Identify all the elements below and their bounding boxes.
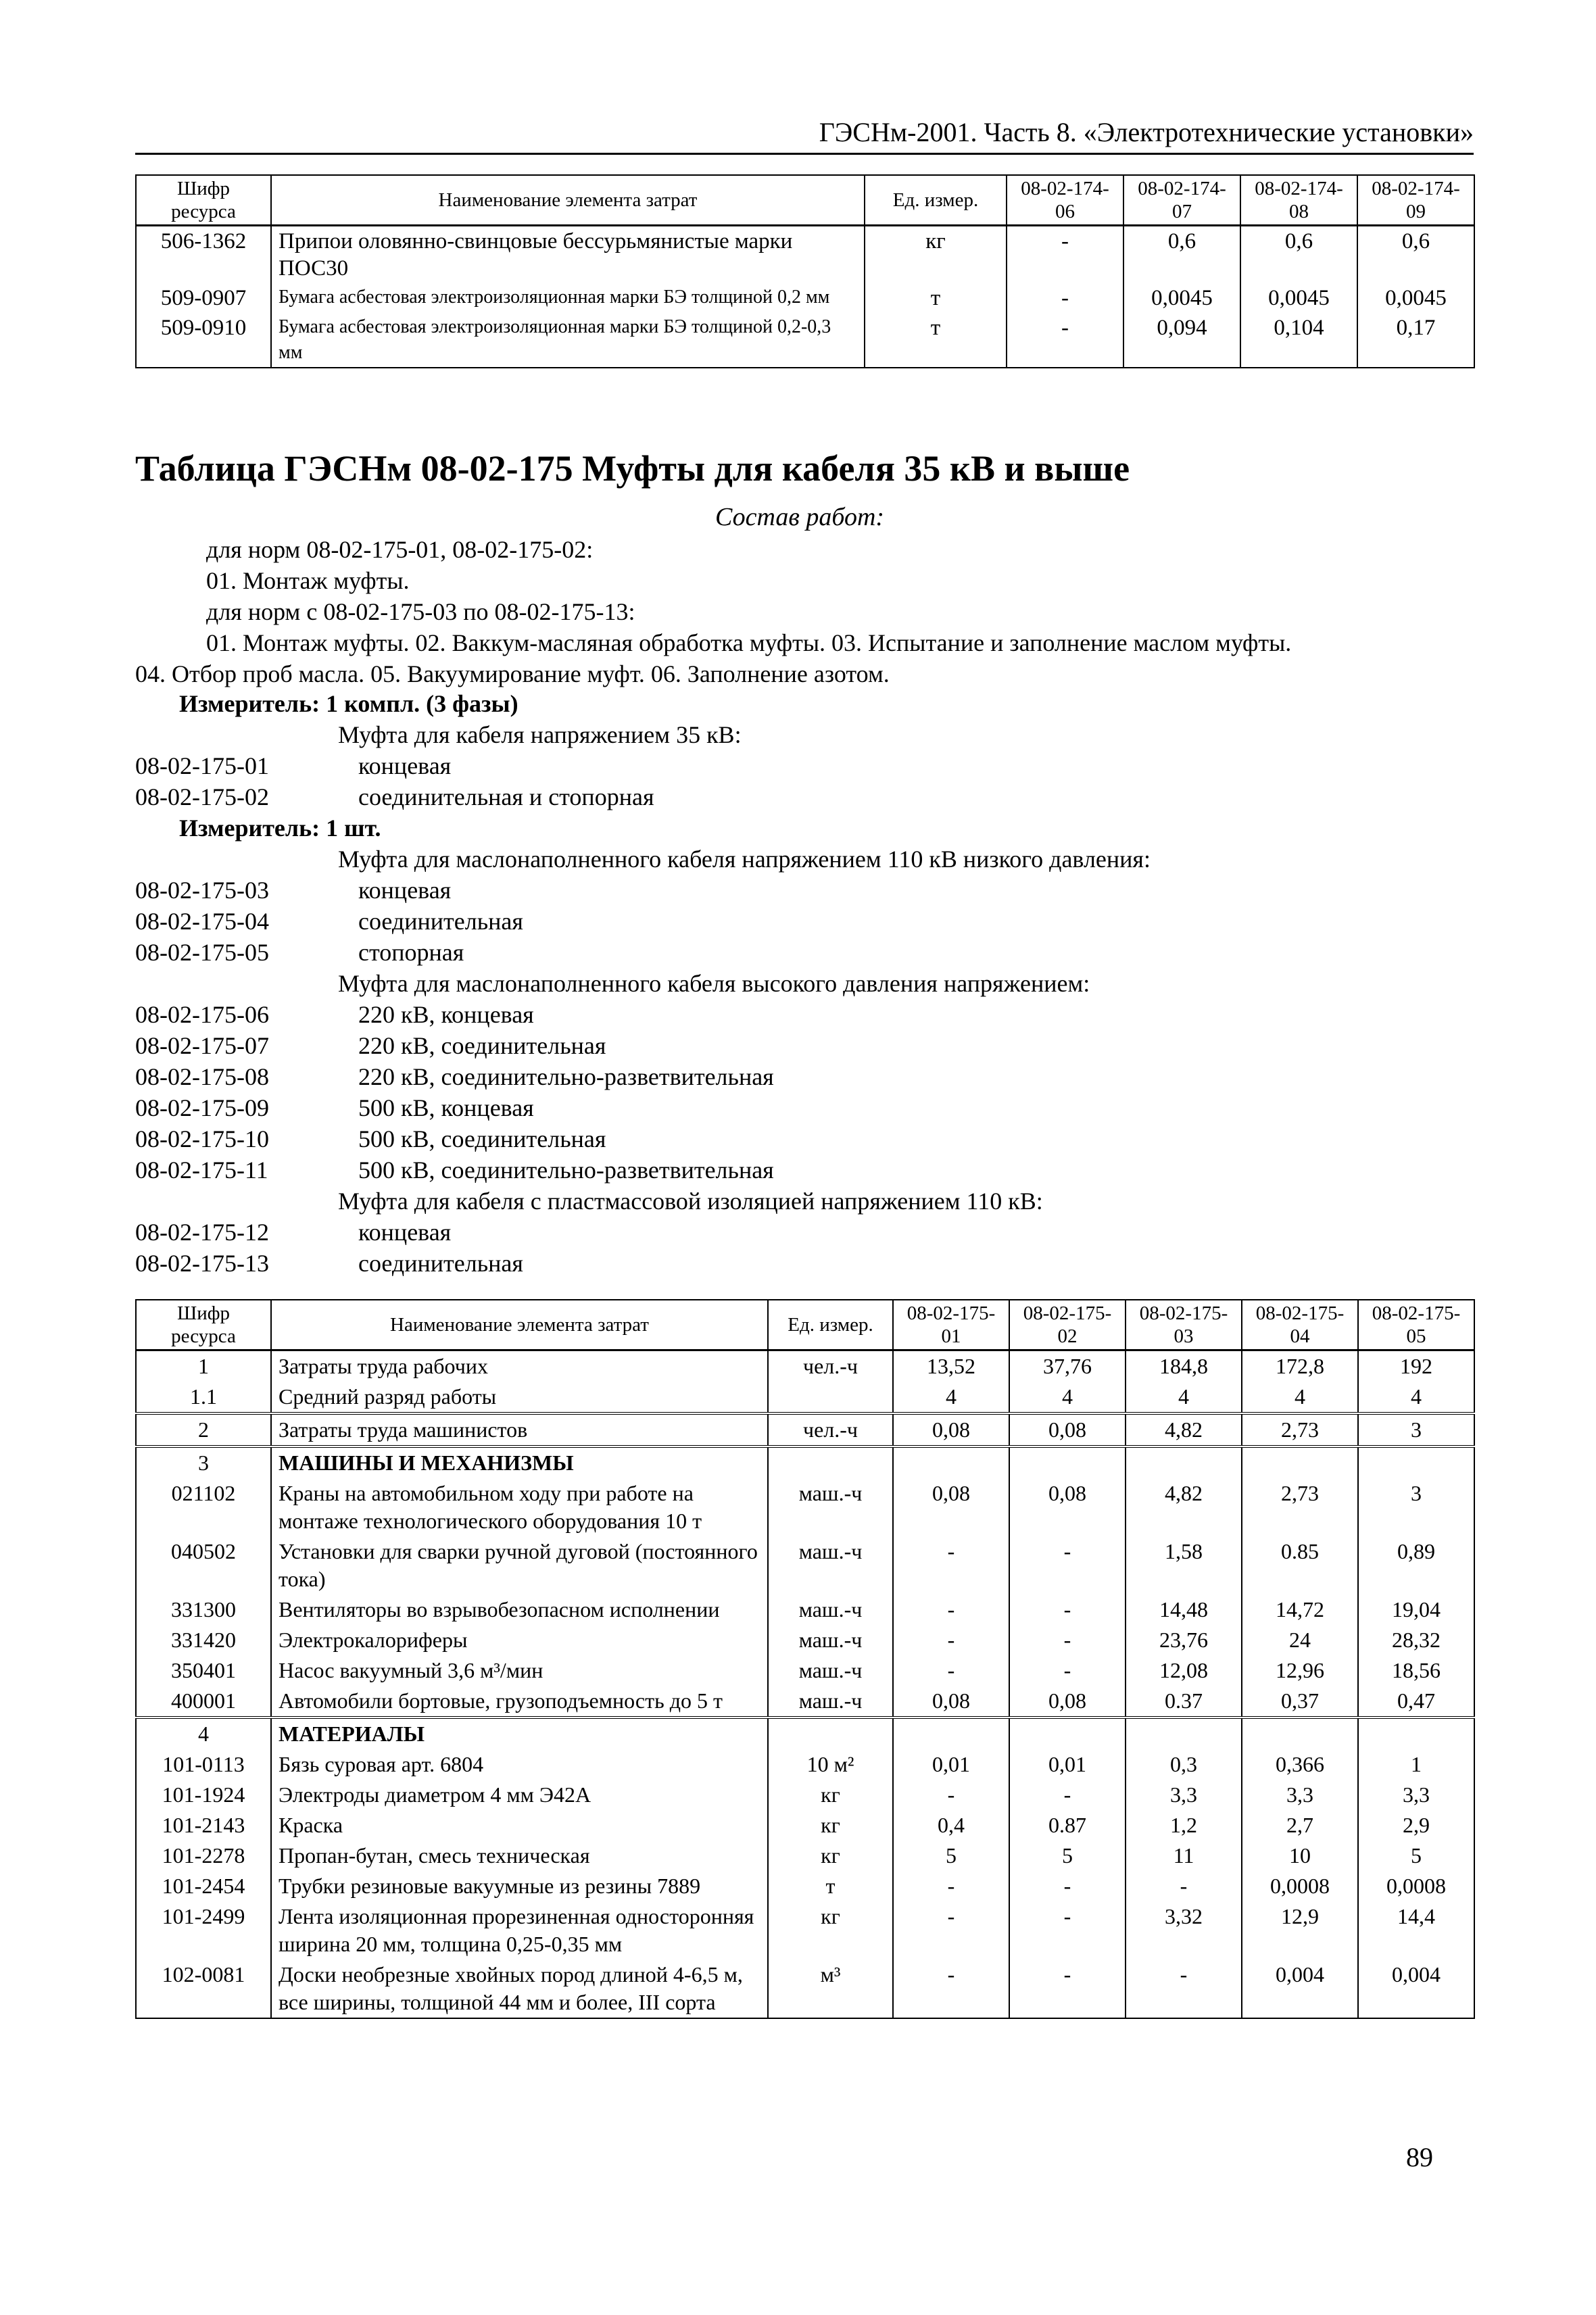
- cell-value: 5: [1009, 1841, 1126, 1871]
- cell-value: 19,04: [1358, 1594, 1474, 1625]
- cell-value: -: [893, 1780, 1009, 1810]
- cell-code: 101-1924: [136, 1780, 271, 1810]
- cell-value: -: [893, 1959, 1009, 2018]
- cell-value: 2,73: [1242, 1413, 1358, 1446]
- norm-code: 08-02-175-05: [135, 939, 269, 966]
- cell-value: 0.87: [1009, 1810, 1126, 1841]
- cell-value: [1358, 1446, 1474, 1478]
- cell-code: 2: [136, 1413, 271, 1446]
- list-item: [135, 1217, 1480, 1248]
- work-line: для норм с 08-02-175-03 по 08-02-175-13:: [206, 598, 635, 625]
- cell-value: 4: [1126, 1382, 1242, 1413]
- cell-value: 172,8: [1242, 1350, 1358, 1382]
- cell-value: 0,0045: [1357, 283, 1474, 313]
- cell-value: 3,3: [1126, 1780, 1242, 1810]
- cell-value: 12,96: [1242, 1655, 1358, 1686]
- cell-name: МАШИНЫ И МЕХАНИЗМЫ: [271, 1446, 768, 1478]
- cell-value: -: [893, 1901, 1009, 1959]
- cell-value: 3,3: [1358, 1780, 1474, 1810]
- cell-value: 192: [1358, 1350, 1474, 1382]
- norm-code: 08-02-175-10: [135, 1125, 269, 1152]
- cell-value: -: [1009, 1625, 1126, 1655]
- cell-code: 331420: [136, 1625, 271, 1655]
- cell-value: 2,73: [1242, 1478, 1358, 1536]
- cell-value: 4: [893, 1382, 1009, 1413]
- norm-code: 08-02-175-11: [135, 1156, 268, 1184]
- cell-value: 1: [1358, 1749, 1474, 1780]
- cell-name: Установки для сварки ручной дуговой (постоянного тока): [271, 1536, 768, 1594]
- norm-desc: 500 кВ, концевая: [358, 1094, 534, 1121]
- norm-code: 08-02-175-13: [135, 1250, 269, 1277]
- list-item: [135, 1030, 1480, 1061]
- cell-value: [1358, 1717, 1474, 1749]
- cell-unit: т: [865, 313, 1007, 368]
- section-title: Таблица ГЭСНм 08-02-175 Муфты для кабеля 35 кВ и выше: [135, 448, 1130, 489]
- header-col-175-05: 08-02-175-05: [1358, 1300, 1474, 1350]
- cell-code: 101-0113: [136, 1749, 271, 1780]
- cell-value: 0,08: [1009, 1413, 1126, 1446]
- cell-value: 0,4: [893, 1810, 1009, 1841]
- cell-value: 3,32: [1126, 1901, 1242, 1959]
- cell-value: 0,0045: [1123, 283, 1240, 313]
- cell-value: 10: [1242, 1841, 1358, 1871]
- cell-code: 4: [136, 1717, 271, 1749]
- cell-value: -: [1009, 1901, 1126, 1959]
- cell-name: Средний разряд работы: [271, 1382, 768, 1413]
- table-row: [136, 1901, 1474, 1959]
- table-row: [136, 1655, 1474, 1686]
- work-line: 04. Отбор проб масла. 05. Вакуумирование муфт. 06. Заполнение азотом.: [135, 660, 890, 687]
- cell-unit: чел.-ч: [768, 1413, 893, 1446]
- group-heading: Муфта для маслонаполненного кабеля напряжением 110 кВ низкого давления:: [338, 846, 1151, 873]
- cell-value: 2,9: [1358, 1810, 1474, 1841]
- cell-code: 509-0907: [136, 283, 271, 313]
- cell-value: 3: [1358, 1478, 1474, 1536]
- table-row: [136, 1717, 1474, 1749]
- header-col-175-04: 08-02-175-04: [1242, 1300, 1358, 1350]
- header-col-174-08: 08-02-174-08: [1240, 175, 1357, 226]
- cell-value: 28,32: [1358, 1625, 1474, 1655]
- header-col-174-06: 08-02-174-06: [1007, 175, 1123, 226]
- norm-desc: 220 кВ, соединительно-разветвительная: [358, 1063, 774, 1090]
- group-heading: Муфта для кабеля напряжением 35 кВ:: [338, 721, 742, 748]
- norm-desc: концевая: [358, 877, 452, 904]
- cell-unit: [768, 1382, 893, 1413]
- cell-value: 0,08: [1009, 1478, 1126, 1536]
- cell-value: 0,6: [1123, 226, 1240, 284]
- header-code: Шифр ресурса: [136, 1300, 271, 1350]
- cell-code: 506-1362: [136, 226, 271, 284]
- cell-code: 040502: [136, 1536, 271, 1594]
- table-row: [136, 1413, 1474, 1446]
- cell-value: [1126, 1446, 1242, 1478]
- cell-value: 0,01: [893, 1749, 1009, 1780]
- cell-name: Пропан-бутан, смесь техническая: [271, 1841, 768, 1871]
- norm-code: 08-02-175-06: [135, 1001, 269, 1028]
- cell-name: Вентиляторы во взрывобезопасном исполнении: [271, 1594, 768, 1625]
- table-row: [136, 1625, 1474, 1655]
- work-line: 01. Монтаж муфты.: [206, 567, 410, 594]
- cell-unit: т: [768, 1871, 893, 1901]
- cell-code: 101-2499: [136, 1901, 271, 1959]
- cell-unit: кг: [768, 1810, 893, 1841]
- cell-value: 0,08: [893, 1686, 1009, 1717]
- list-item: [135, 1154, 1480, 1186]
- norm-desc: 500 кВ, соединительная: [358, 1125, 606, 1152]
- group-heading: Муфта для кабеля с пластмассовой изоляцией напряжением 110 кВ:: [338, 1188, 1043, 1215]
- norm-code: 08-02-175-02: [135, 783, 269, 810]
- list-item: [135, 1248, 1480, 1279]
- norm-desc: концевая: [358, 752, 452, 779]
- cell-value: 2,7: [1242, 1810, 1358, 1841]
- norm-code: 08-02-175-08: [135, 1063, 269, 1090]
- cell-unit: маш.-ч: [768, 1594, 893, 1625]
- cell-value: 11: [1126, 1841, 1242, 1871]
- cell-name: Трубки резиновые вакуумные из резины 7889: [271, 1871, 768, 1901]
- list-item: [135, 1092, 1480, 1123]
- norm-desc: концевая: [358, 1219, 452, 1246]
- cell-value: 0,01: [1009, 1749, 1126, 1780]
- cell-value: 5: [1358, 1841, 1474, 1871]
- cell-unit: кг: [768, 1841, 893, 1871]
- cell-name: Припои оловянно-свинцовые бессурьмянистые марки ПОС30: [271, 226, 865, 284]
- cell-value: 0,17: [1357, 313, 1474, 368]
- cell-value: [1242, 1446, 1358, 1478]
- header-col-175-02: 08-02-175-02: [1009, 1300, 1126, 1350]
- norm-desc: 220 кВ, соединительная: [358, 1032, 606, 1059]
- cell-code: 101-2454: [136, 1871, 271, 1901]
- cell-unit: маш.-ч: [768, 1478, 893, 1536]
- cell-code: 1: [136, 1350, 271, 1382]
- cell-value: 0,08: [893, 1413, 1009, 1446]
- header-name: Наименование элемента затрат: [271, 1300, 768, 1350]
- cell-value: [893, 1717, 1009, 1749]
- table-row: [136, 1749, 1474, 1780]
- table-row: [136, 283, 1474, 313]
- table-row: [136, 313, 1474, 368]
- header-unit: Ед. измер.: [768, 1300, 893, 1350]
- table-row: [136, 1446, 1474, 1478]
- cell-name: Затраты труда рабочих: [271, 1350, 768, 1382]
- cell-code: 101-2278: [136, 1841, 271, 1871]
- table-body: [136, 1350, 1474, 2019]
- norm-code: 08-02-175-01: [135, 752, 269, 779]
- cell-value: 4: [1242, 1382, 1358, 1413]
- cell-value: 0,0008: [1358, 1871, 1474, 1901]
- cell-value: 4: [1358, 1382, 1474, 1413]
- cell-value: -: [893, 1625, 1009, 1655]
- cell-value: 184,8: [1126, 1350, 1242, 1382]
- page-number: 89: [1406, 2142, 1433, 2172]
- cell-value: 1,58: [1126, 1536, 1242, 1594]
- norm-desc: 220 кВ, концевая: [358, 1001, 534, 1028]
- list-item: [135, 875, 1480, 906]
- table-row: [136, 1350, 1474, 1382]
- running-header: ГЭСНм-2001. Часть 8. «Электротехнические установки»: [135, 116, 1474, 155]
- cell-value: -: [1007, 313, 1123, 368]
- list-item: [135, 906, 1480, 937]
- cell-value: 4: [1009, 1382, 1126, 1413]
- cell-unit: маш.-ч: [768, 1686, 893, 1717]
- table-row: [136, 1871, 1474, 1901]
- cell-code: 101-2143: [136, 1810, 271, 1841]
- cell-unit: 10 м²: [768, 1749, 893, 1780]
- cell-value: 1,2: [1126, 1810, 1242, 1841]
- table-row: [136, 1594, 1474, 1625]
- list-item: [135, 1123, 1480, 1154]
- cell-unit: т: [865, 283, 1007, 313]
- cell-value: 0,0045: [1240, 283, 1357, 313]
- header-col-174-09: 08-02-174-09: [1357, 175, 1474, 226]
- measure-unit-line: Измеритель: 1 шт.: [179, 814, 381, 842]
- cell-name: Бумага асбестовая электроизоляционная марки БЭ толщиной 0,2 мм: [271, 283, 865, 313]
- cell-name: Бумага асбестовая электроизоляционная марки БЭ толщиной 0,2-0,3 мм: [271, 313, 865, 368]
- cell-name: Лента изоляционная прорезиненная односторонняя ширина 20 мм, толщина 0,25-0,35 мм: [271, 1901, 768, 1959]
- cell-unit: кг: [768, 1780, 893, 1810]
- cell-value: 14,4: [1358, 1901, 1474, 1959]
- cell-value: [1126, 1717, 1242, 1749]
- cell-unit: маш.-ч: [768, 1536, 893, 1594]
- cell-value: 0,37: [1242, 1686, 1358, 1717]
- cell-code: 1.1: [136, 1382, 271, 1413]
- list-item: [135, 999, 1480, 1030]
- cell-value: 0,08: [1009, 1686, 1126, 1717]
- cell-name: Краны на автомобильном ходу при работе на монтаже технологического оборудования 10 т: [271, 1478, 768, 1536]
- cell-name: Электрокалориферы: [271, 1625, 768, 1655]
- table-row: [136, 1478, 1474, 1536]
- cell-value: 13,52: [893, 1350, 1009, 1382]
- work-composition: [135, 534, 1480, 689]
- cell-value: 24: [1242, 1625, 1358, 1655]
- cell-value: [1009, 1446, 1126, 1478]
- table-row: [136, 1810, 1474, 1841]
- norm-desc: стопорная: [358, 939, 464, 966]
- cell-value: 0,3: [1126, 1749, 1242, 1780]
- norm-code: 08-02-175-03: [135, 877, 269, 904]
- work-line: для норм 08-02-175-01, 08-02-175-02:: [206, 536, 594, 563]
- cell-unit: кг: [768, 1901, 893, 1959]
- header-col-175-01: 08-02-175-01: [893, 1300, 1009, 1350]
- cell-value: 0.85: [1242, 1536, 1358, 1594]
- cell-value: [1009, 1717, 1126, 1749]
- cell-unit: кг: [865, 226, 1007, 284]
- header-name: Наименование элемента затрат: [271, 175, 865, 226]
- table-row: [136, 1841, 1474, 1871]
- table-row: [136, 1780, 1474, 1810]
- cell-value: 14,48: [1126, 1594, 1242, 1625]
- table-header-row: [136, 1300, 1474, 1350]
- cell-value: 18,56: [1358, 1655, 1474, 1686]
- cell-code: 350401: [136, 1655, 271, 1686]
- cell-value: 0,08: [893, 1478, 1009, 1536]
- cell-unit: маш.-ч: [768, 1625, 893, 1655]
- list-item: [135, 750, 1480, 781]
- cell-name: МАТЕРИАЛЫ: [271, 1717, 768, 1749]
- cell-value: 0,004: [1358, 1959, 1474, 2018]
- work-line: 01. Монтаж муфты. 02. Ваккум-масляная обработка муфты. 03. Испытание и заполнение маслом муфты.: [206, 629, 1292, 656]
- cell-value: -: [1009, 1780, 1126, 1810]
- cell-value: 5: [893, 1841, 1009, 1871]
- cell-code: 400001: [136, 1686, 271, 1717]
- cell-value: 0,0008: [1242, 1871, 1358, 1901]
- cell-value: 3,3: [1242, 1780, 1358, 1810]
- cell-code: 102-0081: [136, 1959, 271, 2018]
- cell-value: 0,366: [1242, 1749, 1358, 1780]
- cell-name: Краска: [271, 1810, 768, 1841]
- list-item: [135, 937, 1480, 968]
- norm-code: 08-02-175-04: [135, 908, 269, 935]
- composition-label: Состав работ:: [715, 503, 885, 531]
- header-unit: Ед. измер.: [865, 175, 1007, 226]
- list-item: [135, 781, 1480, 812]
- cell-value: -: [1009, 1655, 1126, 1686]
- norm-code: 08-02-175-09: [135, 1094, 269, 1121]
- cell-value: 0,47: [1358, 1686, 1474, 1717]
- cell-value: 23,76: [1126, 1625, 1242, 1655]
- cell-name: Затраты труда машинистов: [271, 1413, 768, 1446]
- cell-value: 0,89: [1358, 1536, 1474, 1594]
- cell-unit: [768, 1717, 893, 1749]
- cell-value: 0,104: [1240, 313, 1357, 368]
- cell-value: -: [1009, 1536, 1126, 1594]
- table-header-row: [136, 175, 1474, 226]
- norm-desc: соединительная: [358, 908, 523, 935]
- cell-name: Доски необрезные хвойных пород длиной 4-6,5 м, все ширины, толщиной 44 мм и более, III сорта: [271, 1959, 768, 2018]
- cell-code: 331300: [136, 1594, 271, 1625]
- table-row: [136, 1536, 1474, 1594]
- cell-unit: [768, 1446, 893, 1478]
- cell-value: -: [893, 1655, 1009, 1686]
- resource-table-174: [135, 174, 1475, 368]
- cell-value: [1242, 1717, 1358, 1749]
- table-row: [136, 1382, 1474, 1413]
- cell-name: Бязь суровая арт. 6804: [271, 1749, 768, 1780]
- cell-value: -: [1009, 1594, 1126, 1625]
- cell-name: Насос вакуумный 3,6 м³/мин: [271, 1655, 768, 1686]
- cell-name: Электроды диаметром 4 мм Э42А: [271, 1780, 768, 1810]
- list-item: [135, 1061, 1480, 1092]
- measure-unit-line: Измеритель: 1 компл. (3 фазы): [179, 690, 518, 717]
- table-row: [136, 1686, 1474, 1717]
- header-code: Шифр ресурса: [136, 175, 271, 226]
- cell-value: -: [893, 1536, 1009, 1594]
- cell-value: -: [1009, 1871, 1126, 1901]
- cell-unit: м³: [768, 1959, 893, 2018]
- table-row: [136, 226, 1474, 284]
- cell-value: 37,76: [1009, 1350, 1126, 1382]
- cell-code: 021102: [136, 1478, 271, 1536]
- cell-code: 509-0910: [136, 313, 271, 368]
- header-col-175-03: 08-02-175-03: [1126, 1300, 1242, 1350]
- cell-name: Автомобили бортовые, грузоподъемность до 5 т: [271, 1686, 768, 1717]
- cell-value: -: [1009, 1959, 1126, 2018]
- cell-code: 3: [136, 1446, 271, 1478]
- cell-value: -: [1126, 1959, 1242, 2018]
- cell-value: -: [893, 1871, 1009, 1901]
- cell-value: 0,004: [1242, 1959, 1358, 2018]
- cell-value: -: [1126, 1871, 1242, 1901]
- cell-unit: маш.-ч: [768, 1655, 893, 1686]
- cell-value: 12,9: [1242, 1901, 1358, 1959]
- cell-value: 12,08: [1126, 1655, 1242, 1686]
- group-heading: Муфта для маслонаполненного кабеля высокого давления напряжением:: [338, 970, 1090, 997]
- cell-unit: чел.-ч: [768, 1350, 893, 1382]
- table-row: [136, 1959, 1474, 2018]
- cell-value: 0.37: [1126, 1686, 1242, 1717]
- cell-value: -: [893, 1594, 1009, 1625]
- cell-value: 0,6: [1240, 226, 1357, 284]
- cell-value: 14,72: [1242, 1594, 1358, 1625]
- header-col-174-07: 08-02-174-07: [1123, 175, 1240, 226]
- cell-value: 0,094: [1123, 313, 1240, 368]
- cell-value: [893, 1446, 1009, 1478]
- norm-desc: соединительная и стопорная: [358, 783, 654, 810]
- norm-code: 08-02-175-12: [135, 1219, 269, 1246]
- norm-desc: 500 кВ, соединительно-разветвительная: [358, 1156, 774, 1184]
- cell-value: -: [1007, 226, 1123, 284]
- norm-codes-list: [135, 688, 1480, 1279]
- cell-value: 4,82: [1126, 1478, 1242, 1536]
- cell-value: 3: [1358, 1413, 1474, 1446]
- norm-code: 08-02-175-07: [135, 1032, 269, 1059]
- norm-desc: соединительная: [358, 1250, 523, 1277]
- cell-value: -: [1007, 283, 1123, 313]
- cell-value: 4,82: [1126, 1413, 1242, 1446]
- cell-value: 0,6: [1357, 226, 1474, 284]
- resource-table-175: [135, 1299, 1475, 2019]
